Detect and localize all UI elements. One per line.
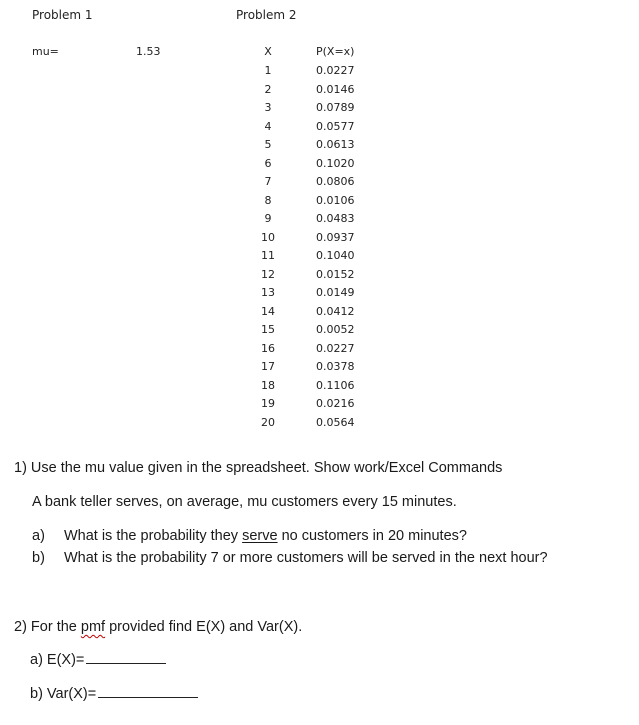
answer-a-line [30,652,166,668]
pmf-x-value: 3 [264,101,272,114]
pmf-p-value: 0.1040 [316,249,355,262]
pmf-x-value: 16 [261,341,275,355]
pmf-x-value: 4 [264,119,272,133]
part-a-label: a) [32,528,45,544]
question1-part-a [32,528,467,544]
pmf-x-value: 11 [261,249,275,262]
part-b-label: b) [32,550,45,566]
q2-heading-after: provided find E(X) and Var(X). [105,619,303,635]
pmf-x-value: 20 [261,415,275,429]
pmf-p-value: 0.0789 [316,101,355,114]
problem1-header: Problem 1 [32,8,93,22]
x-column-header: X [264,45,272,58]
pmf-p-value: 0.1020 [316,156,355,170]
part-a-text-after: no customers in 20 minutes? [277,528,467,544]
part-a-underlined-word: serve [242,528,278,544]
question1-intro: A bank teller serves, on average, mu customers every 15 minutes. [32,494,457,510]
answer-a-blank[interactable] [86,662,166,664]
pmf-p-value: 0.0216 [316,397,355,410]
pmf-x-value: 1 [264,64,272,77]
pmf-p-value: 0.0152 [316,267,355,281]
q2-heading-pmf-word: pmf [80,619,106,635]
answer-b-blank[interactable] [98,696,198,698]
pmf-x-value: 2 [264,82,272,96]
part-a-text-before: What is the probability they [63,528,243,544]
part-b-text: What is the probability 7 or more customers will be served in the next hour? [63,550,548,566]
mu-label: mu= [32,45,59,58]
pmf-p-value: 0.0577 [316,119,355,133]
pmf-x-value: 15 [261,323,275,336]
pmf-p-value: 0.0937 [316,230,355,244]
answer-a-label: a) E(X)= [30,652,85,668]
question1-heading: 1) Use the mu value given in the spreadsheet. Show work/Excel Commands [14,460,503,476]
question1-part-b [32,550,548,566]
pmf-x-value: 10 [261,230,275,244]
pmf-p-value: 0.0613 [316,138,355,151]
pmf-x-value: 19 [261,397,275,410]
pmf-x-value: 6 [264,156,272,170]
pmf-x-value: 8 [264,193,272,207]
pmf-p-value: 0.1106 [316,378,355,392]
pmf-x-value: 5 [264,138,272,151]
answer-b-label: b) Var(X)= [30,686,97,702]
pmf-p-value: 0.0378 [316,360,355,373]
pmf-x-value: 14 [261,304,275,318]
pmf-p-value: 0.0412 [316,304,355,318]
pmf-p-value: 0.0227 [316,341,355,355]
pmf-x-value: 9 [264,212,272,225]
pmf-x-value: 18 [261,378,275,392]
pmf-p-value: 0.0149 [316,286,355,299]
pmf-p-value: 0.0146 [316,82,355,96]
pmf-p-value: 0.0806 [316,175,355,188]
problem2-header: Problem 2 [236,8,297,22]
q2-heading-before: 2) For the [14,619,81,635]
p-column-header: P(X=x) [316,45,355,58]
pmf-p-value: 0.0106 [316,193,355,207]
pmf-x-value: 7 [264,175,272,188]
pmf-p-value: 0.0052 [316,323,355,336]
answer-b-line [30,686,198,702]
pmf-p-value: 0.0564 [316,415,355,429]
pmf-x-value: 17 [261,360,275,373]
pmf-x-value: 12 [261,267,275,281]
pmf-x-value: 13 [261,286,275,299]
pmf-p-value: 0.0483 [316,212,355,225]
pmf-p-value: 0.0227 [316,64,355,77]
question2-heading [14,619,302,635]
mu-value: 1.53 [136,45,161,58]
